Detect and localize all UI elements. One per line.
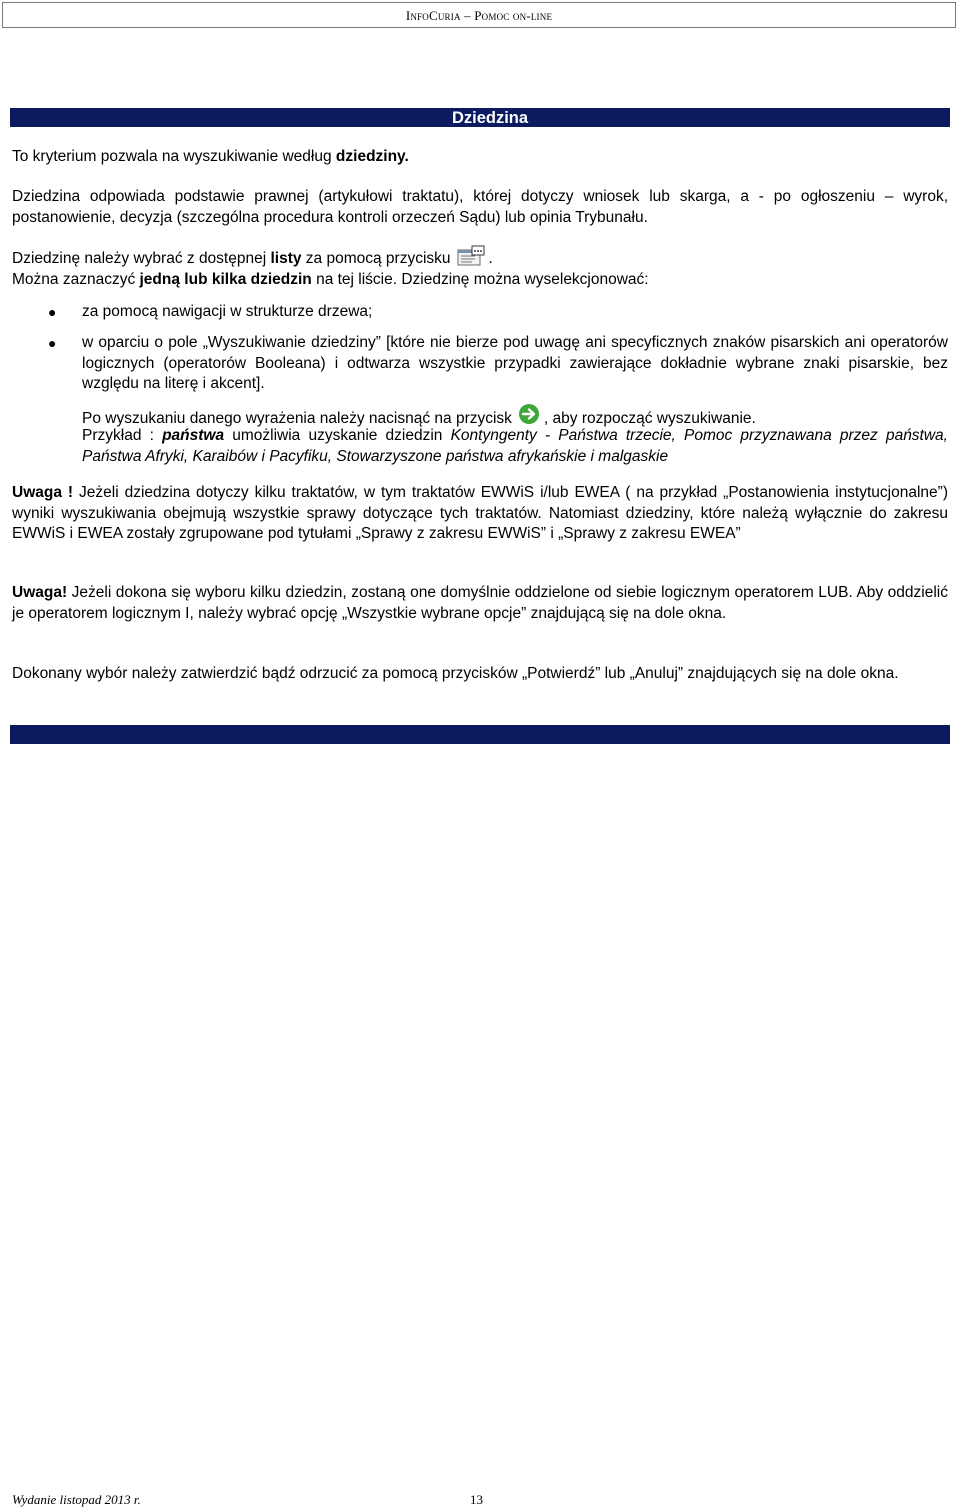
text: , aby rozpocząć wyszukiwanie. xyxy=(543,410,756,427)
intro-bold: dziedziny. xyxy=(335,148,409,165)
note-text: Jeżeli dokona się wyboru kilku dziedzin, zostaną one domyślnie oddzielone od siebie logicznym operatorem LUB. Aby oddzielić je operatorem logicznym I, należy wybrać opcję „Wszystkie wybrane opcje” znajdującą się na dole okna. xyxy=(12,584,948,622)
example-term: państwa xyxy=(162,427,225,444)
text: na tej liście. Dziedzinę można wyselekcjonować: xyxy=(311,270,649,288)
go-arrow-icon xyxy=(518,403,540,425)
page-number: 13 xyxy=(470,1492,483,1507)
confirm-paragraph: Dokonany wybór należy zatwierdzić bądź odrzucić za pomocą przycisków „Potwierdź” lub „Anuluj” znajdujących się na dole okna. xyxy=(12,665,899,682)
note-text: Jeżeli dziedzina dotyczy kilku traktatów, w tym traktatów EWWiS i/lub EWEA ( na przykład „Postanowienia instytucjonalne”) wyniki wyszukiwania obejmują wszystkie sprawy dotyczące tych traktatów. Natomiast dziedziny, które należą wyłącznie do zakresu EWWiS i EWEA zostały zgrupowane pod tytułami „Sprawy z zakresu EWWiS” i „Sprawy z zakresu EWEA” xyxy=(12,484,948,542)
example-label: Przykład : xyxy=(82,427,163,444)
running-header-title: InfoCuria – Pomoc on-line xyxy=(405,8,553,23)
note-treaties xyxy=(12,483,948,545)
list-button-icon xyxy=(457,245,485,267)
section-title-bar xyxy=(10,108,950,127)
example-results: Kontyngenty - Państwa trzecie, Pomoc przyznawana przez państwa, Państwa Afryki, Karaibów i Pacyfiku, Stowarzyszone państwa afrykańskie i malgaskie xyxy=(82,427,948,465)
bold-list: listy xyxy=(270,250,302,267)
text: Można zaznaczyć xyxy=(12,270,140,288)
bullet-item-tree: za pomocą nawigacji w strukturze drzewa; xyxy=(82,303,373,320)
intro-paragraph xyxy=(12,147,948,168)
section-title: Dziedzina xyxy=(451,109,529,127)
text: Po wyszukaniu danego wyrażenia należy nacisnąć na przycisk xyxy=(82,410,512,427)
example-paragraph xyxy=(82,426,948,467)
note-label: Uwaga! xyxy=(12,584,68,601)
note-operators xyxy=(12,583,948,624)
footer-edition: Wydanie listopad 2013 r. xyxy=(12,1492,141,1507)
note-label: Uwaga ! xyxy=(12,484,74,501)
running-header xyxy=(2,2,956,28)
definition-paragraph: Dziedzina odpowiada podstawie prawnej (artykułowi traktatu), której dotyczy wniosek lub skarga, a - po ogłoszeniu – wyrok, postanowienie, decyzja (szczególna procedura kontroli orzeczeń Sądu) lub opinia Trybunału. xyxy=(12,188,948,226)
list-selection-paragraph xyxy=(12,245,948,290)
intro-text: To kryterium pozwala na wyszukiwanie według xyxy=(12,148,336,165)
text: . xyxy=(488,250,493,267)
text: Dziedzinę należy wybrać z dostępnej xyxy=(12,250,271,267)
bullet-dot: ● xyxy=(48,335,57,351)
bullet-item-search-field: w oparciu o pole „Wyszukiwanie dziedziny” [które nie bierze pod uwagę ani specyficznych znaków pisarskich ani operatorów logicznych (operatorów Booleana) i odtwarza wszystkie przypadki zawierające dokładnie wybrane znaki pisarskie, bez względu na literę i akcent]. xyxy=(82,334,948,392)
bold-multi: jedną lub kilka dziedzin xyxy=(139,270,312,288)
text: umożliwia uzyskanie dziedzin xyxy=(224,427,451,444)
bullet-dot: ● xyxy=(48,304,57,320)
text: za pomocą przycisku xyxy=(301,250,451,267)
section-end-bar xyxy=(10,725,950,744)
